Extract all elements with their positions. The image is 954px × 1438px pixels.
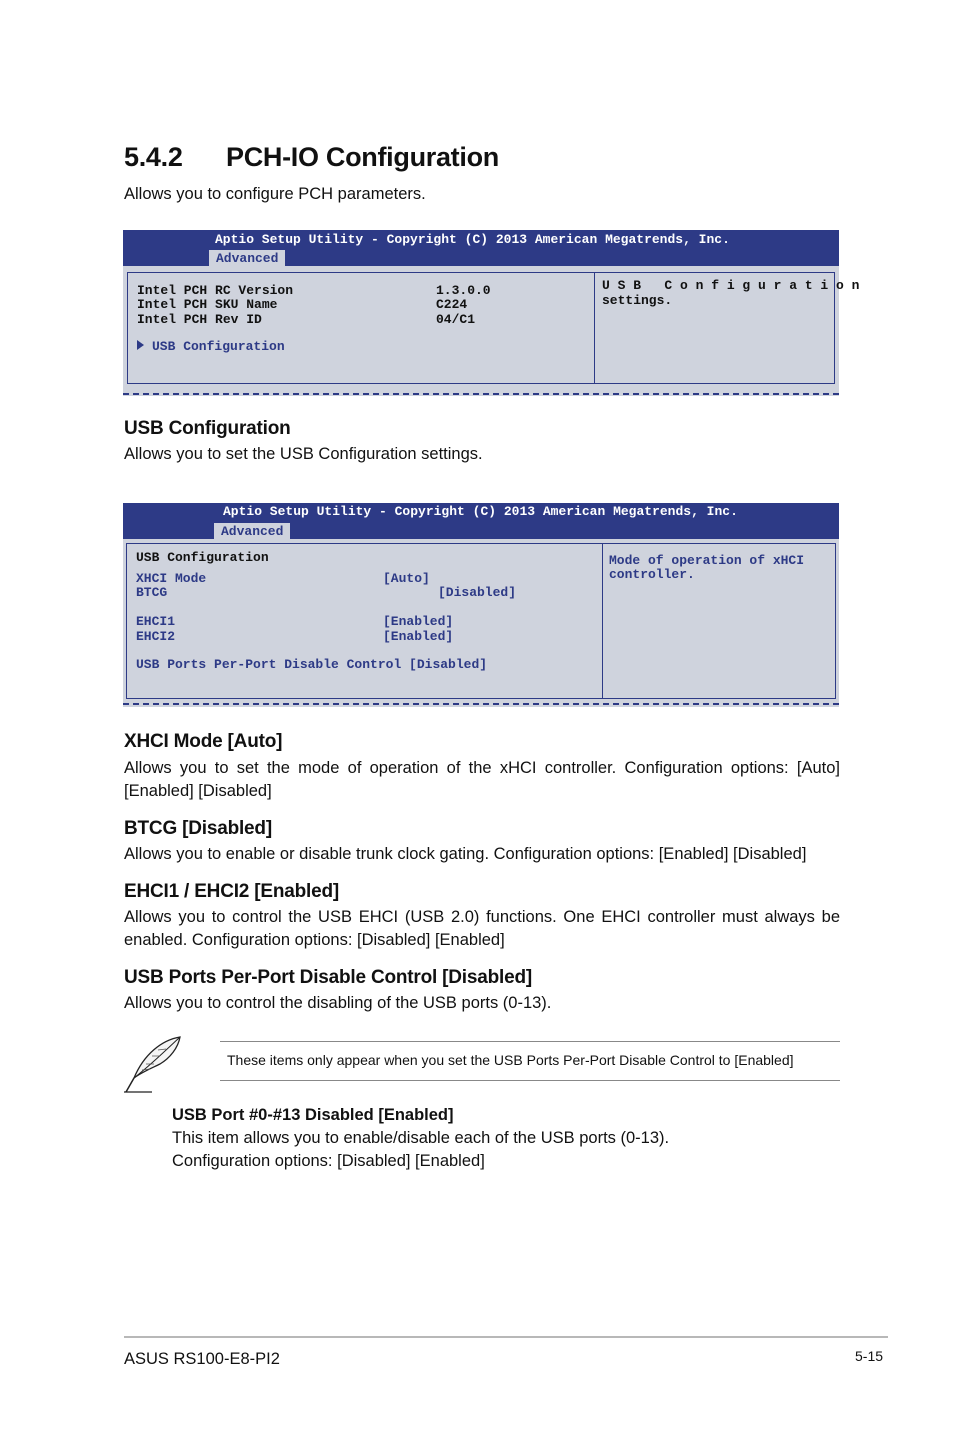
bios-divider <box>594 272 595 384</box>
section-title <box>124 142 499 173</box>
usb-ports-heading: USB Ports Per-Port Disable Control [Disabled] <box>124 967 533 988</box>
note-bottom-rule <box>220 1080 840 1081</box>
bios-help-line: controller. <box>609 567 695 582</box>
usb-port-item-line2: Configuration options: [Disabled] [Enabled] <box>172 1152 485 1170</box>
usb-configuration-text: Allows you to set the USB Configuration settings. <box>124 445 483 463</box>
tab-advanced[interactable]: Advanced <box>214 523 290 539</box>
feather-pen-icon <box>122 1034 186 1096</box>
footer-model: ASUS RS100-E8-PI2 <box>124 1350 280 1368</box>
note-top-rule <box>220 1041 840 1042</box>
bios-screen-usb <box>123 503 839 707</box>
bios-row-value: 04/C1 <box>436 312 476 327</box>
bios-divider <box>602 543 603 699</box>
bios-screen-pch <box>123 230 860 396</box>
note-text: These items only appear when you set the USB Ports Per-Port Disable Control to [Enabled] <box>227 1052 794 1068</box>
bios-title-bar <box>123 503 839 539</box>
option-ehci1-value[interactable]: [Enabled] <box>383 614 454 629</box>
option-ehci2-value[interactable]: [Enabled] <box>383 629 454 644</box>
submenu-usb-configuration[interactable]: USB Configuration <box>152 339 285 354</box>
bios-row-value: C224 <box>436 297 468 312</box>
bios-dashed-edge <box>123 393 839 395</box>
submenu-arrow-icon <box>137 340 144 350</box>
bios-row-label: Intel PCH RC Version <box>137 283 294 298</box>
section-title-text: PCH-IO Configuration <box>226 142 499 172</box>
option-btcg-value[interactable]: [Disabled] <box>438 585 517 600</box>
usb-port-item-line1: This item allows you to enable/disable each of the USB ports (0-13). <box>172 1129 670 1147</box>
bios-dashed-edge <box>123 703 839 705</box>
ehci-heading: EHCI1 / EHCI2 [Enabled] <box>124 881 339 902</box>
usb-configuration-heading: USB Configuration <box>124 418 291 439</box>
bios-help-line: Mode of operation of xHCI <box>609 553 805 568</box>
option-btcg[interactable]: BTCG <box>136 585 168 600</box>
xhci-mode-text: Allows you to set the mode of operation of the xHCI controller. Configuration options: [Auto] [Enabled] [Disabled] <box>124 759 840 800</box>
option-xhci-mode[interactable]: XHCI Mode <box>136 571 207 586</box>
option-xhci-mode-value[interactable]: [Auto] <box>383 571 430 586</box>
bios-title: Aptio Setup Utility - Copyright (C) 2013 American Megatrends, Inc. <box>215 232 730 247</box>
bios-row-value: 1.3.0.0 <box>436 283 491 298</box>
bios-menu-header: USB Configuration <box>136 550 269 565</box>
btcg-heading: BTCG [Disabled] <box>124 818 272 839</box>
option-ehci1[interactable]: EHCI1 <box>136 614 176 629</box>
usb-port-item-heading: USB Port #0-#13 Disabled [Enabled] <box>172 1106 454 1124</box>
option-ehci2[interactable]: EHCI2 <box>136 629 176 644</box>
usb-ports-text: Allows you to control the disabling of the USB ports (0-13). <box>124 994 552 1012</box>
ehci-text: Allows you to control the USB EHCI (USB 2.0) functions. One EHCI controller must always be enabled. Configuration options: [Disabled] [Enabled] <box>124 908 840 949</box>
section-number: 5.4.2 <box>124 142 183 172</box>
bios-help-line: U S B C o n f i g u r a t i o n <box>602 278 860 293</box>
footer-page-number: 5-15 <box>855 1348 884 1364</box>
bios-row-label: Intel PCH SKU Name <box>137 297 278 312</box>
bios-title: Aptio Setup Utility - Copyright (C) 2013 American Megatrends, Inc. <box>223 504 738 519</box>
xhci-mode-heading: XHCI Mode [Auto] <box>124 731 283 752</box>
option-usb-ports-per-port-disable[interactable]: USB Ports Per-Port Disable Control [Disabled] <box>136 657 488 672</box>
btcg-text: Allows you to enable or disable trunk clock gating. Configuration options: [Enabled] [Disabled] <box>124 845 807 863</box>
footer-rule <box>124 1336 888 1338</box>
bios-row-label: Intel PCH Rev ID <box>137 312 262 327</box>
bios-title-bar <box>123 230 839 266</box>
section-intro: Allows you to configure PCH parameters. <box>124 185 426 203</box>
tab-advanced[interactable]: Advanced <box>209 250 285 266</box>
bios-help-line: settings. <box>602 293 673 308</box>
